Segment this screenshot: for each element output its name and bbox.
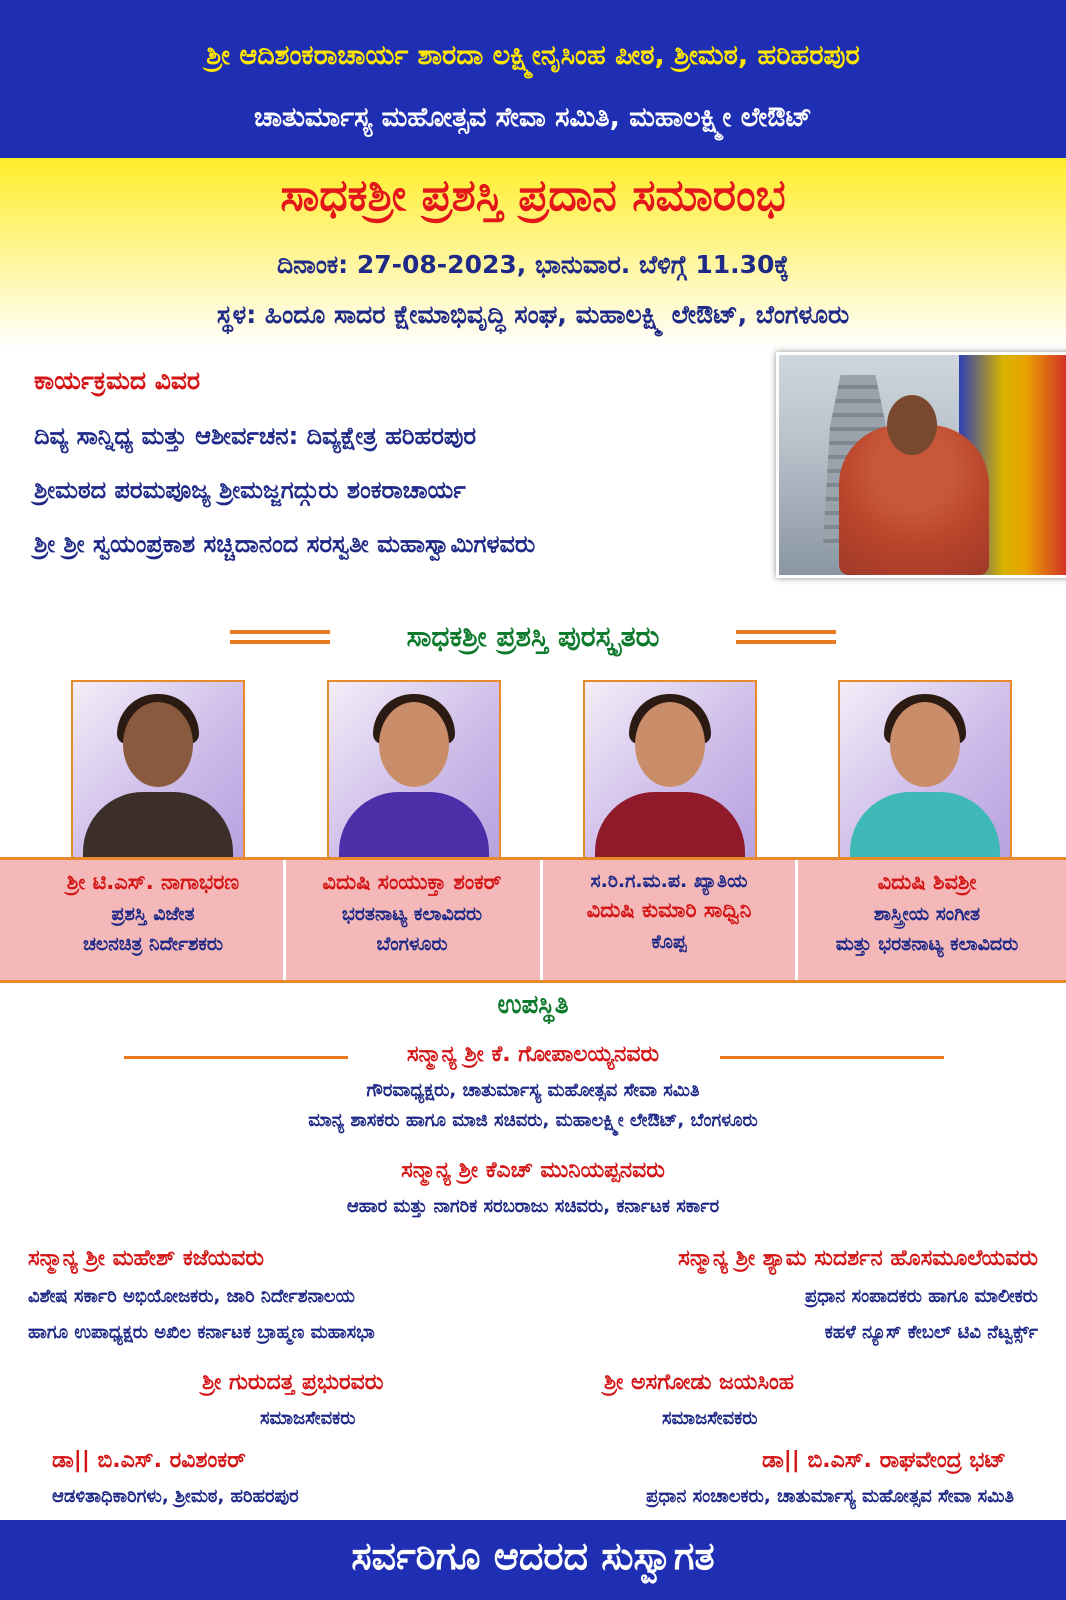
awardee-card xyxy=(798,870,1056,955)
guest-name: ಸನ್ಮಾನ್ಯ ಶ್ರೀ ಶ್ಯಾಮ ಸುದರ್ಶನ ಹೊಸಮೂಲೆಯವರು xyxy=(678,1246,1038,1271)
awardee-name: ವಿದುಷಿ ಕುಮಾರಿ ಸಾಧ್ವಿನಿ xyxy=(586,898,752,922)
guest-detail: ಆಡಳಿತಾಧಿಕಾರಿಗಳು, ಶ್ರೀಮಠ, ಹರಿಹರಪುರ xyxy=(52,1486,299,1507)
awardee-detail: ಶಾಸ್ತ್ರೀಯ ಸಂಗೀತ xyxy=(873,903,981,925)
awardee-detail: ಕೊಪ್ಪ xyxy=(651,931,687,953)
awardee-photo xyxy=(838,680,1012,861)
awardee-photo xyxy=(71,680,245,861)
awardee-name: ವಿದುಷಿ ಸಂಯುಕ್ತಾ ಶಂಕರ್ xyxy=(322,870,502,894)
guest-name: ಡಾ|| ಬಿ.ಎಸ್. ರವಿಶಂಕರ್ xyxy=(52,1448,246,1473)
guest-detail: ವಿಶೇಷ ಸರ್ಕಾರಿ ಅಭಿಯೋಜಕರು, ಜಾರಿ ನಿರ್ದೇಶನಾಲಯ xyxy=(28,1286,355,1307)
awardee-detail: ಭರತನಾಟ್ಯ ಕಲಾವಿದರು xyxy=(341,903,483,925)
footer-banner xyxy=(0,1520,1066,1600)
event-date: ದಿನಾಂಕ: 27-08-2023, ಭಾನುವಾರ. ಬೆಳಿಗ್ಗೆ 11.30ಕ್ಕೆ xyxy=(276,250,790,279)
swamiji-photo xyxy=(776,352,1066,578)
swamiji-head xyxy=(887,395,937,455)
awardee-photo xyxy=(583,680,757,861)
awardee-name: ವಿದುಷಿ ಶಿವಶ್ರೀ xyxy=(877,870,977,894)
guest-detail: ಆಹಾರ ಮತ್ತು ನಾಗರಿಕ ಸರಬರಾಜು ಸಚಿವರು, ಕರ್ನಾಟಕ ಸರ್ಕಾರ xyxy=(346,1196,720,1217)
awardee-name: ಶ್ರೀ ಟಿ.ಎಸ್. ನಾಗಾಭರಣ xyxy=(66,870,240,894)
awardee-card xyxy=(540,870,798,953)
awardees-heading: ಸಾಧಕಶ್ರೀ ಪ್ರಶಸ್ತಿ ಪುರಸ್ಕೃತರು xyxy=(406,620,660,653)
awardee-detail: ಸ.ರಿ.ಗ.ಮ.ಪ. ಖ್ಯಾತಿಯ xyxy=(590,870,748,892)
awardee-detail: ಚಲನಚಿತ್ರ ನಿರ್ದೇಶಕರು xyxy=(82,933,224,955)
awardee-detail: ಬೆಂಗಳೂರು xyxy=(376,933,448,955)
guest-detail: ಗೌರವಾಧ್ಯಕ್ಷರು, ಚಾತುರ್ಮಾಸ್ಯ ಮಹೋತ್ಸವ ಸೇವಾ ಸಮಿತಿ xyxy=(366,1080,700,1101)
programme-line: ಶ್ರೀಮಠದ ಪರಮಪೂಜ್ಯ ಶ್ರೀಮಜ್ಜಗದ್ಗುರು ಶಂಕರಾಚಾರ್ಯ xyxy=(34,476,466,504)
guest-name: ಶ್ರೀ ಗುರುದತ್ತ ಪ್ರಭುರವರು xyxy=(202,1370,384,1395)
guest-detail: ಪ್ರಧಾನ ಸಂಪಾದಕರು ಹಾಗೂ ಮಾಲೀಕರು xyxy=(804,1286,1038,1307)
guest-detail: ಹಾಗೂ ಉಪಾಧ್ಯಕ್ಷರು ಅಖಿಲ ಕರ್ನಾಟಕ ಬ್ರಾಹ್ಮಣ ಮಹಾಸಭಾ xyxy=(28,1322,375,1343)
guest-detail: ಪ್ರಧಾನ ಸಂಚಾಲಕರು, ಚಾತುರ್ಮಾಸ್ಯ ಮಹೋತ್ಸವ ಸೇವಾ ಸಮಿತಿ xyxy=(646,1486,1014,1507)
presence-heading: ಉಪಸ್ಥಿತಿ xyxy=(497,990,569,1020)
guest-name: ಡಾ|| ಬಿ.ಎಸ್. ರಾಘವೇಂದ್ರ ಭಟ್ xyxy=(761,1448,1006,1473)
guest-name: ಶ್ರೀ ಅಸಗೋಡು ಜಯಸಿಂಹ xyxy=(604,1370,795,1395)
awardee-card xyxy=(24,870,282,955)
guest-detail: ಕಹಳೆ ನ್ಯೂಸ್ ಕೇಬಲ್ ಟಿವಿ ನೆಟ್ವರ್ಕ್ಸ್ xyxy=(824,1322,1038,1343)
guest-detail: ಸಮಾಜಸೇವಕರು xyxy=(662,1408,758,1429)
awardee-detail: ಮತ್ತು ಭರತನಾಟ್ಯ ಕಲಾವಿದರು xyxy=(835,933,1019,955)
programme-line: ದಿವ್ಯ ಸಾನ್ನಿಧ್ಯ ಮತ್ತು ಆಶೀರ್ವಚನ: ದಿವ್ಯಕ್ಷೇತ್ರ ಹರಿಹರಪುರ xyxy=(34,422,477,450)
event-venue: ಸ್ಥಳ: ಹಿಂದೂ ಸಾದರ ಕ್ಷೇಮಾಭಿವೃದ್ಧಿ ಸಂಘ, ಮಹಾಲಕ್ಷ್ಮಿ ಲೇಔಟ್, ಬೆಂಗಳೂರು xyxy=(216,300,850,329)
guest-detail: ಸಮಾಜಸೇವಕರು xyxy=(260,1408,356,1429)
welcome-text: ಸರ್ವರಿಗೂ ಆದರದ ಸುಸ್ವಾಗತ xyxy=(351,1534,715,1578)
header-banner xyxy=(0,0,1066,158)
guest-name: ಸನ್ಮಾನ್ಯ ಶ್ರೀ ಕೆಎಚ್ ಮುನಿಯಪ್ಪನವರು xyxy=(401,1158,665,1183)
programme-line: ಶ್ರೀ ಶ್ರೀ ಸ್ವಯಂಪ್ರಕಾಶ ಸಚ್ಚಿದಾನಂದ ಸರಸ್ವತೀ ಮಹಾಸ್ವಾಮಿಗಳವರು xyxy=(34,530,536,558)
guest-name: ಸನ್ಮಾನ್ಯ ಶ್ರೀ ಕೆ. ಗೋಪಾಲಯ್ಯನವರು xyxy=(406,1042,660,1067)
awardee-detail: ಪ್ರಶಸ್ತಿ ವಿಜೇತ xyxy=(111,903,195,925)
committee-title: ಚಾತುರ್ಮಾಸ್ಯ ಮಹೋತ್ಸವ ಸೇವಾ ಸಮಿತಿ, ಮಹಾಲಕ್ಷ್ಮೀ ಲೇಔಟ್ xyxy=(254,102,812,133)
programme-heading: ಕಾರ್ಯಕ್ರಮದ ವಿವರ xyxy=(34,366,201,395)
guest-name: ಸನ್ಮಾನ್ಯ ಶ್ರೀ ಮಹೇಶ್ ಕಜೆಯವರು xyxy=(28,1246,265,1271)
awardee-card xyxy=(283,870,541,955)
guest-detail: ಮಾನ್ಯ ಶಾಸಕರು ಹಾಗೂ ಮಾಜಿ ಸಚಿವರು, ಮಹಾಲಕ್ಷ್ಮೀ ಲೇಔಟ್, ಬೆಂಗಳೂರು xyxy=(308,1110,758,1131)
event-title: ಸಾಧಕಶ್ರೀ ಪ್ರಶಸ್ತಿ ಪ್ರದಾನ ಸಮಾರಂಭ xyxy=(280,170,786,221)
institution-title: ಶ್ರೀ ಆದಿಶಂಕರಾಚಾರ್ಯ ಶಾರದಾ ಲಕ್ಷ್ಮೀನೃಸಿಂಹ ಪೀಠ, ಶ್ರೀಮಠ, ಹರಿಹರಪುರ xyxy=(206,40,860,71)
awardee-photo xyxy=(327,680,501,861)
